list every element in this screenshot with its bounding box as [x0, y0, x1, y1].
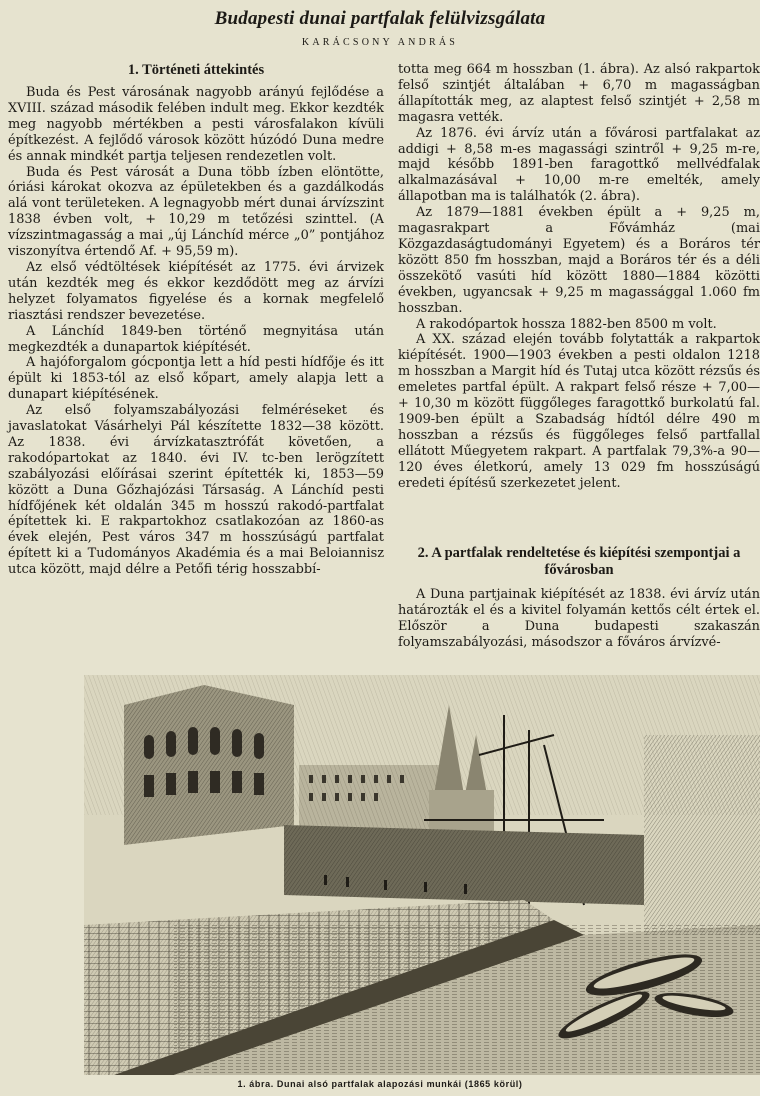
paragraph: Az 1876. évi árvíz után a fővárosi partfalakat az addigi + 8,58 m-es magassági szintről + 9,25 m-re, majd később 1891-ben faragottkő mellvédfalak alkalmazásával + 10,00 m-re emelték, amely állapotban ma is találhatók (2. ábra). — [398, 125, 760, 205]
paragraph: Buda és Pest városát a Duna több ízben elöntötte, óriási károkat okozva az épületekben és a gazdálkodás alá vont területeken. A legnagyobb mért dunai árvízszint 1838 évben volt, + 10,29 m tetőzési szinttel. (A vízszintmagasság a mai „új Lánchíd mérce „0” pontjához viszonyítva értendő Af. + 95,59 m). — [8, 164, 384, 260]
section-heading: 1. Történeti áttekintés — [127, 62, 265, 78]
paragraph: Az 1879—1881 években épült a + 9,25 m, magasrakpart a Fővámház (mai Közgazdaságtudományi Egyetem) és a Boráros tér között 850 fm hosszban, majd a Boráros tér és a déli összekötő vasúti híd között 1880—1884 közötti években, ugyancsak + 9,25 m magassággal 1.060 fm hosszban. — [398, 205, 760, 316]
right-column — [398, 62, 760, 491]
section-heading: 2. A partfalak rendeltetése és kiépítési szempontjai a fővárosban — [417, 545, 741, 578]
paragraph: A Lánchíd 1849-ben történő megnyitása után megkezdték a dunapartok kiépítését. — [8, 323, 384, 355]
section-2 — [398, 545, 760, 651]
article-title: Budapesti dunai partfalak felülvizsgálata — [214, 8, 546, 29]
engraving-illustration-icon — [84, 675, 760, 1075]
figure-caption: 1. ábra. Dunai alsó partfalak alapozási munkái (1865 körül) — [237, 1079, 523, 1089]
paragraph: A XX. század elején tovább folytatták a rakpartok kiépítését. 1900—1903 években a pesti oldalon 1218 m hosszban a Margit híd és Tutaj utca között rézsűs és emeletes partfal épült. A rakpart felső része + 7,00— + 10,30 m között függőleges faragottkő burkolatú fal. 1909-ben épült a Szabadság hídtól délre 490 m hosszban a rézsűs és függőleges felső partfallal ellátott Műegyetem rakpart. A partfalak 79,3%-a 90—120 éves életkorú, amely 13 029 fm hosszúságú eredeti építésű szerkezetet jelent. — [398, 332, 760, 491]
article-author: KARÁCSONY ANDRÁS — [301, 37, 459, 48]
paragraph: A hajóforgalom gócpontja lett a híd pesti hídfője és itt épült ki 1853-tól az első kőpart, amely alapja lett a dunapart kiépítésének. — [8, 355, 384, 403]
paragraph: totta meg 664 m hosszban (1. ábra). Az alsó rakpartok felső szintjét általában + 6,70 m magasságban állapították meg, az alaptest felső szintjét + 2,58 m magasra vették. — [398, 62, 760, 125]
paragraph: Az első folyamszabályozási felméréseket és javaslatokat Vásárhelyi Pál készítette 1832—38 között. Az 1838. évi árvízkatasztrófát követően, a rakodópartokat az 1840. évi IV. tc-ben lerögzített szabályozási előírásai szerint építették ki, 1853—59 között a Duna Gőzhajózási Társaság. A Lánchíd pesti hídfőjének két oldalán 345 m hosszú rakodó-partfalat építettek ki. E rakpartokhoz csatlakozóan az 1860-as évek elején, Pest város 347 m hosszúságú partfalat épített ki a Tudományos Akadémia és a mai Beloiannisz utca között, majd délre a Petőfi térig hosszabbí- — [8, 403, 384, 578]
left-column — [8, 62, 384, 578]
paragraph: Buda és Pest városának nagyobb arányú fejlődése a XVIII. század második felében indult meg. Ekkor kezdték meg nagyobb mértékben a pesti városfalakon kívüli építkezést. A fejlődő városok között húzódó Duna medre és annak mindkét partja teljesen rendezetlen volt. — [8, 85, 384, 164]
paragraph: Az első védtöltések kiépítését az 1775. évi árvizek után kezdték meg és ekkor kezdődött meg az árvízi helyzet folyamatos figyelése és a kornak megfelelő riasztási rendszer bevezetése. — [8, 259, 384, 323]
paragraph: A Duna partjainak kiépítését az 1838. évi árvíz után határozták el és a kivitel folyamán kettős célt értek el. Először a Duna budapesti szakaszán folyamszabályozási, másodszor a főváros árvízvé- — [398, 587, 760, 650]
paragraph: A rakodópartok hossza 1882-ben 8500 m volt. — [416, 316, 717, 332]
figure-engraving — [84, 675, 760, 1075]
